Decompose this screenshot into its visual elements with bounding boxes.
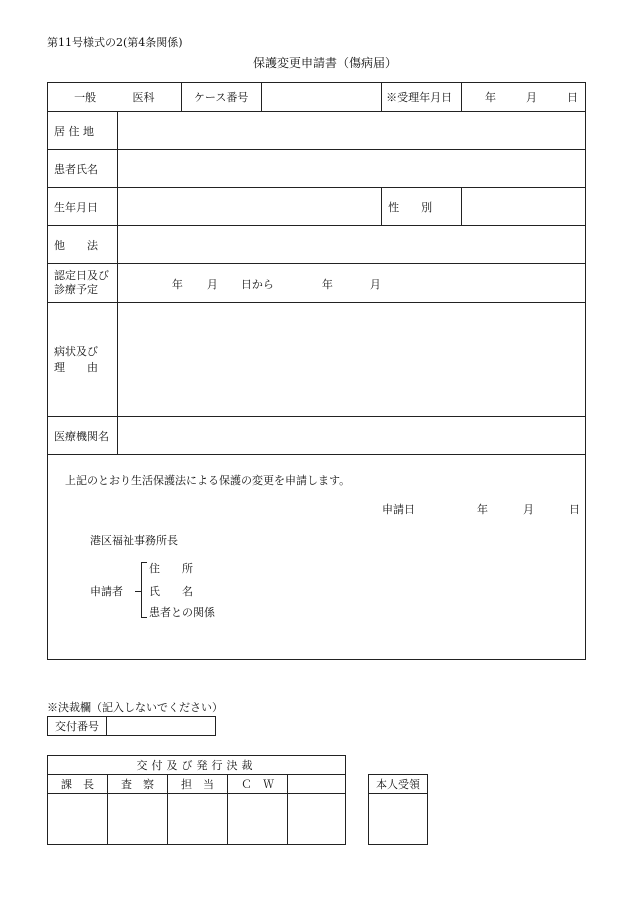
case-number-label: ケース番号 [193,91,249,104]
staff-stamp-field[interactable] [168,794,228,845]
sex-label: 性 別 [388,200,433,214]
approval-title-cell [48,756,346,775]
form-number: 第11号様式の2(第4条関係) [47,36,183,49]
addressee-label: 港区福祉事務所長 [90,534,178,547]
approval-col-inspector [108,775,168,794]
applicant-address-label: 住 所 [149,562,193,575]
symptoms-field[interactable] [117,303,585,417]
issue-number-label-cell [48,717,107,736]
medical-institution-field[interactable] [117,417,585,455]
birth-date-label-cell [48,188,118,226]
decision-note: ※決裁欄（記入しないでください） [47,701,223,714]
application-form-table [47,82,586,660]
applicant-label: 申請者 [90,585,123,598]
issue-number-table [47,716,216,736]
patient-name-label: 患者氏名 [54,162,98,176]
residence-field[interactable] [117,112,585,150]
cert-date-label-cell [48,264,118,303]
approval-col-blank [288,775,346,794]
other-law-field[interactable] [117,226,585,264]
inspector-label: 査 察 [121,778,154,791]
applicant-name-label: 氏 名 [149,585,193,598]
general-label: 一般 [74,91,97,104]
approval-table [47,755,346,845]
receipt-stamp-field[interactable] [369,794,428,845]
cert-month2-label: 月 [369,278,381,291]
apply-date-label: 申請日 [382,503,415,516]
issue-number-field[interactable] [107,717,216,736]
patient-name-label-cell [48,150,118,188]
received-date-label-cell [382,83,462,112]
apply-day-label: 日 [569,503,580,516]
approval-col-staff [168,775,228,794]
birth-date-field[interactable] [117,188,381,226]
applicant-bracket [141,562,147,618]
chief-stamp-field[interactable] [48,794,108,845]
receipt-label: 本人受領 [376,778,420,791]
applicant-relation-label: 患者との関係 [149,606,215,619]
birth-date-label: 生年月日 [54,200,98,214]
issue-number-label: 交付番号 [55,720,99,733]
chief-label: 課 長 [61,778,94,791]
residence-label: 居 住 地 [54,124,94,138]
received-date-field[interactable] [462,83,586,112]
receipt-label-cell [369,775,428,794]
declaration-statement: 上記のとおり生活保護法による保護の変更を申請します。 [65,474,351,487]
residence-label-cell [48,112,118,150]
other-law-label: 他 法 [54,238,98,252]
receipt-table [368,774,428,845]
cert-date-field[interactable] [117,264,585,303]
received-year-label: 年 [485,91,496,104]
received-month-label: 月 [526,91,537,104]
apply-month-label: 月 [523,503,534,516]
cert-year1-label: 年 [171,278,183,291]
general-medical-cell [48,83,182,112]
approval-col-chief [48,775,108,794]
symptoms-label-line2: 理 由 [54,360,98,374]
blank-stamp-field[interactable] [288,794,346,845]
sex-field[interactable] [462,188,586,226]
cert-date-label-line2: 診療予定 [54,283,98,296]
approval-col-cw [228,775,288,794]
medical-institution-label-cell [48,417,118,455]
symptoms-label-cell [48,303,118,417]
form-title: 保護変更申請書（傷病届） [252,56,397,70]
cert-month1-label: 月 [206,278,218,291]
cert-date-label-line1: 認定日及び [54,269,109,282]
staff-label: 担 当 [181,778,214,791]
inspector-stamp-field[interactable] [108,794,168,845]
received-date-label: ※受理年月日 [386,91,453,104]
patient-name-field[interactable] [117,150,585,188]
declaration-cell [48,455,586,660]
medical-institution-label: 医療機関名 [54,429,109,443]
apply-year-label: 年 [477,503,488,516]
received-day-label: 日 [567,91,578,104]
case-number-field[interactable] [261,83,382,112]
cw-label: Ｃ Ｗ [241,778,274,791]
cert-year2-label: 年 [321,278,333,291]
symptoms-label-line1: 病状及び [54,344,98,358]
sex-label-cell [382,188,462,226]
cert-day-from-label: 日から [240,278,274,291]
case-number-label-cell [181,83,261,112]
medical-label: 医科 [132,91,155,104]
other-law-label-cell [48,226,118,264]
cw-stamp-field[interactable] [228,794,288,845]
approval-title: 交付及び発行決裁 [136,759,257,772]
